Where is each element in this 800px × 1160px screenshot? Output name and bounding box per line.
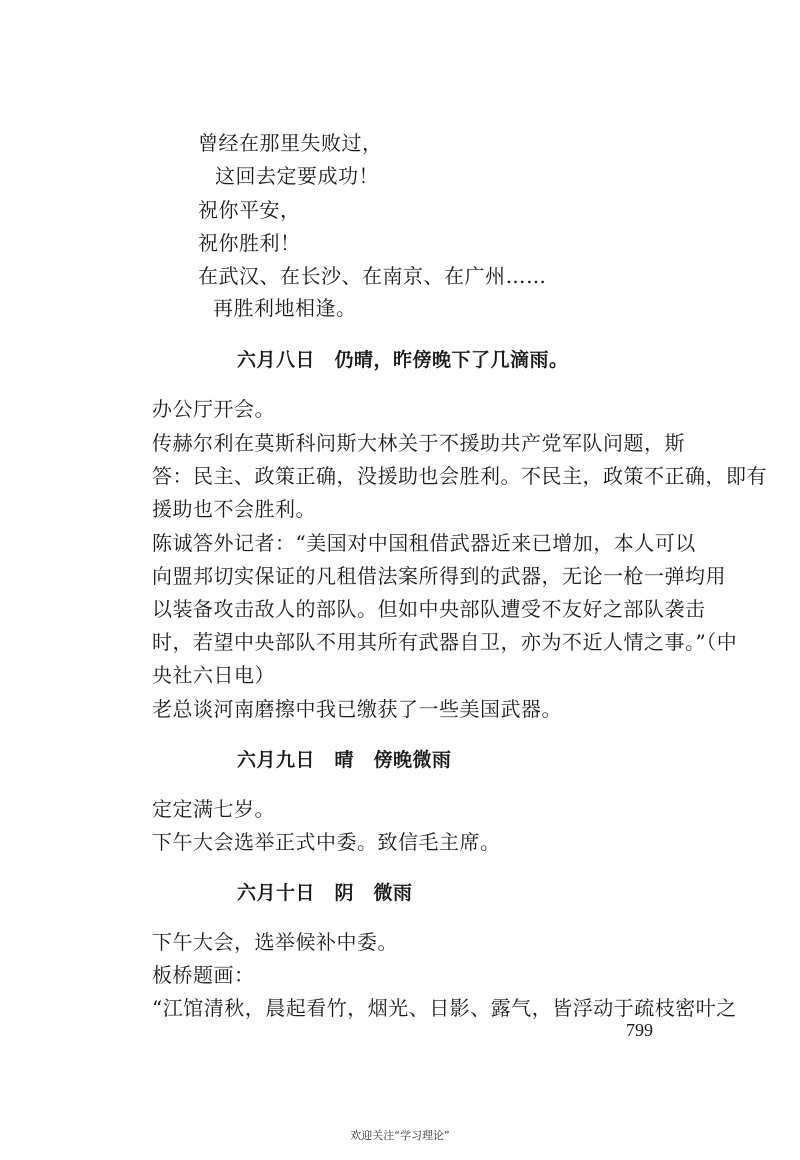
poem-line: 曾经在那里失败过， [198, 131, 383, 155]
paragraph-line: 时，若望中央部队不用其所有武器自卫，亦为不近人情之事。”（中 [152, 630, 738, 654]
paragraph-line: 定定满七岁。 [152, 797, 275, 821]
paragraph-line: 央社六日电） [152, 663, 275, 687]
paragraph-line: 下午大会，选举候补中委。 [152, 930, 398, 954]
paragraph-line: 向盟邦切实保证的凡租借法案所得到的武器，无论一枪一弹均用 [152, 564, 726, 588]
entry-heading: 六月十日 阴 微雨 [237, 882, 413, 904]
paragraph-line: 答：民主、政策正确，没援助也会胜利。不民主，政策不正确，即有 [152, 464, 767, 488]
entry-heading: 六月八日 仍晴，昨傍晚下了几滴雨。 [237, 349, 569, 371]
paragraph-line: 援助也不会胜利。 [152, 497, 316, 521]
poem-line: 祝你胜利！ [198, 231, 301, 255]
footer-watermark: 欢迎关注“学习理论” [350, 1129, 450, 1142]
poem-line: 在武汉、在长沙、在南京、在广州…… [198, 264, 547, 288]
paragraph-line: 以装备攻击敌人的部队。但如中央部队遭受不友好之部队袭击 [152, 597, 706, 621]
paragraph-line: 传赫尔利在莫斯科问斯大林关于不援助共产党军队问题，斯 [152, 431, 685, 455]
poem-line: 祝你平安， [198, 198, 301, 222]
paragraph-line: 板桥题画： [152, 963, 255, 987]
paragraph-line: “江馆清秋，晨起看竹，烟光、日影、露气，皆浮动于疏枝密叶之 [152, 996, 737, 1020]
page-number: 799 [626, 1020, 653, 1040]
paragraph-line: 下午大会选举正式中委。致信毛主席。 [152, 830, 501, 854]
poem-line: 再胜利地相逢。 [213, 296, 357, 320]
entry-heading: 六月九日 晴 傍晚微雨 [237, 749, 452, 771]
poem-line: 这回去定要成功！ [215, 164, 379, 188]
paragraph-line: 老总谈河南磨擦中我已缴获了一些美国武器。 [152, 697, 562, 721]
paragraph-line: 陈诚答外记者：“美国对中国租借武器近来已增加，本人可以 [152, 531, 696, 555]
paragraph-line: 办公厅开会。 [152, 397, 275, 421]
